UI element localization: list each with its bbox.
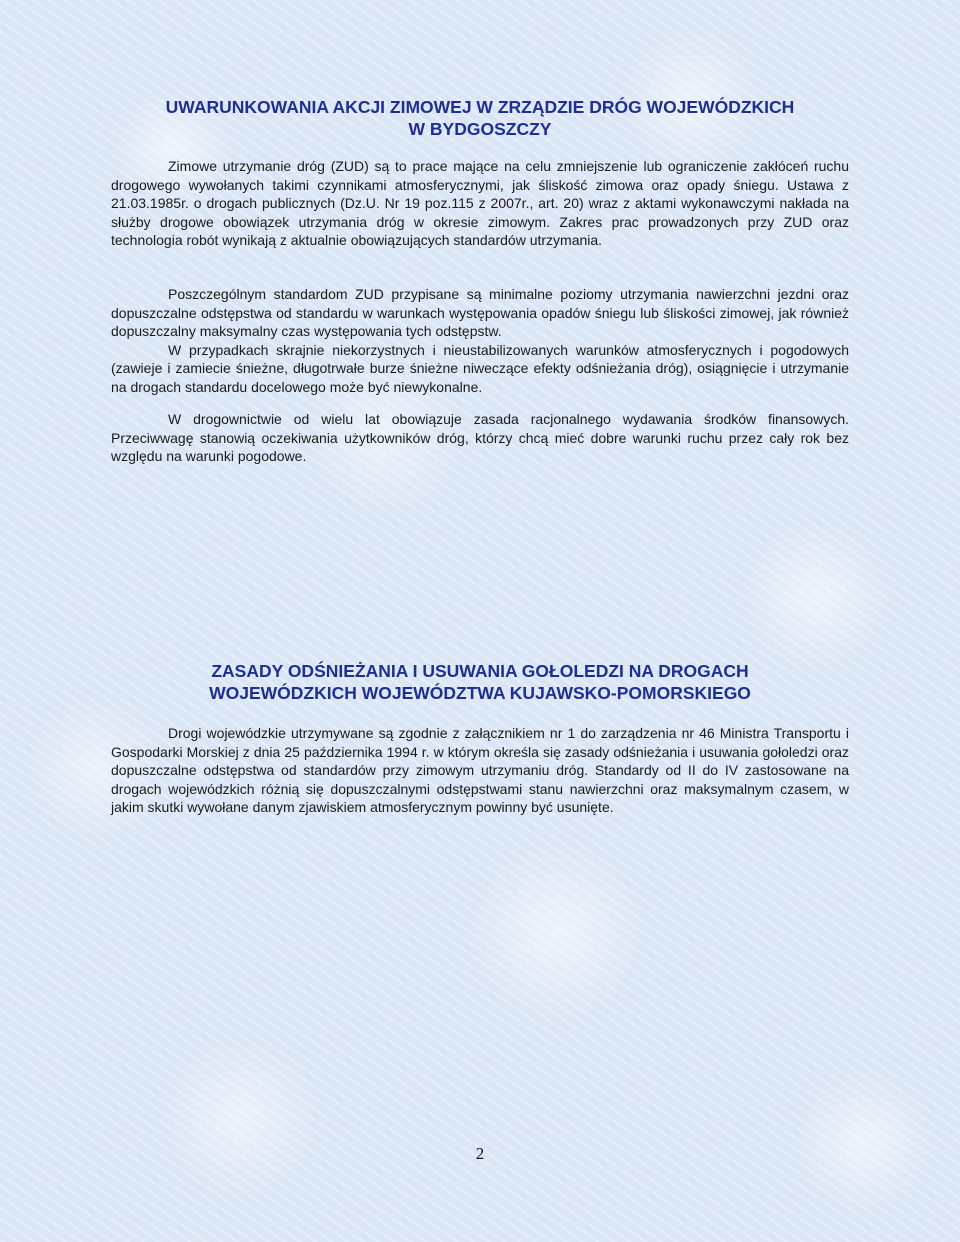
section2-heading-line1: ZASADY ODŚNIEŻANIA I USUWANIA GOŁOLEDZI NA DROGACH — [211, 661, 749, 681]
section1-finance — [111, 410, 849, 466]
section2-heading-line2: WOJEWÓDZKICH WOJEWÓDZTWA KUJAWSKO-POMORSKIEGO — [209, 683, 751, 703]
section2-heading — [111, 660, 849, 704]
section1-heading — [111, 96, 849, 140]
section2-paragraph-1: Drogi wojewódzkie utrzymywane są zgodnie z załącznikiem nr 1 do zarządzenia nr 46 Ministra Transportu i Gospodarki Morskiej z dnia 25 października 1994 r. w którym określa się zasady odśnieżania i usuwania gołoledzi oraz dopuszczalne odstępstwa od standardów przy zimowym utrzymaniu dróg. Standardy od II do IV zastosowane na drogach wojewódzkich różnią się dopuszczalnymi odstępstwami stanu nawierzchni oraz maksymalnym czasem, w jakim skutki wywołane danym zjawiskiem atmosferycznym powinny być usunięte. — [111, 725, 849, 816]
section2-body — [111, 724, 849, 817]
section1-paragraph-3: W przypadkach skrajnie niekorzystnych i nieustabilizowanych warunków atmosferycznych i pogodowych (zawieje i zamiecie śnieżne, długotrwałe burze śnieżne niweczące efekty odśnieżania dróg), osiągnięcie i utrzymanie na drogach standardu docelowego może być niewykonalne. — [111, 341, 849, 395]
section1-standards — [111, 285, 849, 397]
section1-paragraph-4: W drogownictwie od wielu lat obowiązuje zasada racjonalnego wydawania środków finansowych. Przeciwwagę stanowią oczekiwania użytkowników dróg, którzy chcą mieć dobre warunki ruchu przez cały rok bez względu na warunki pogodowe. — [111, 411, 849, 465]
section1-intro — [111, 157, 849, 250]
page-number: 2 — [475, 1144, 485, 1163]
section1-heading-line2: W BYDGOSZCZY — [408, 119, 552, 139]
section1-paragraph-2: Poszczególnym standardom ZUD przypisane są minimalne poziomy utrzymania nawierzchni jezdni oraz dopuszczalne odstępstwa od standardu w warunkach występowania opadów śniegu lub śliskości zimowej, jak również dopuszczalny maksymalny czas występowania tych odstępstw. — [111, 286, 849, 340]
document-page — [111, 0, 849, 1242]
section1-paragraph-1: Zimowe utrzymanie dróg (ZUD) są to prace mające na celu zmniejszenie lub ograniczenie zakłóceń ruchu drogowego wywołanych takimi czynnikami atmosferycznymi, jak śliskość zimowa oraz opady śniegu. Ustawa z 21.03.1985r. o drogach publicznych (Dz.U. Nr 19 poz.115 z 2007r., art. 20) wraz z aktami wykonawczymi nakłada na służby drogowe obowiązek utrzymania dróg w okresie zimowym. Zakres prac prowadzonych przy ZUD oraz technologia robót wynikają z aktualnie obowiązujących standardów utrzymania. — [111, 158, 849, 249]
section1-heading-line1: UWARUNKOWANIA AKCJI ZIMOWEJ W ZRZĄDZIE DRÓG WOJEWÓDZKICH — [165, 97, 795, 117]
